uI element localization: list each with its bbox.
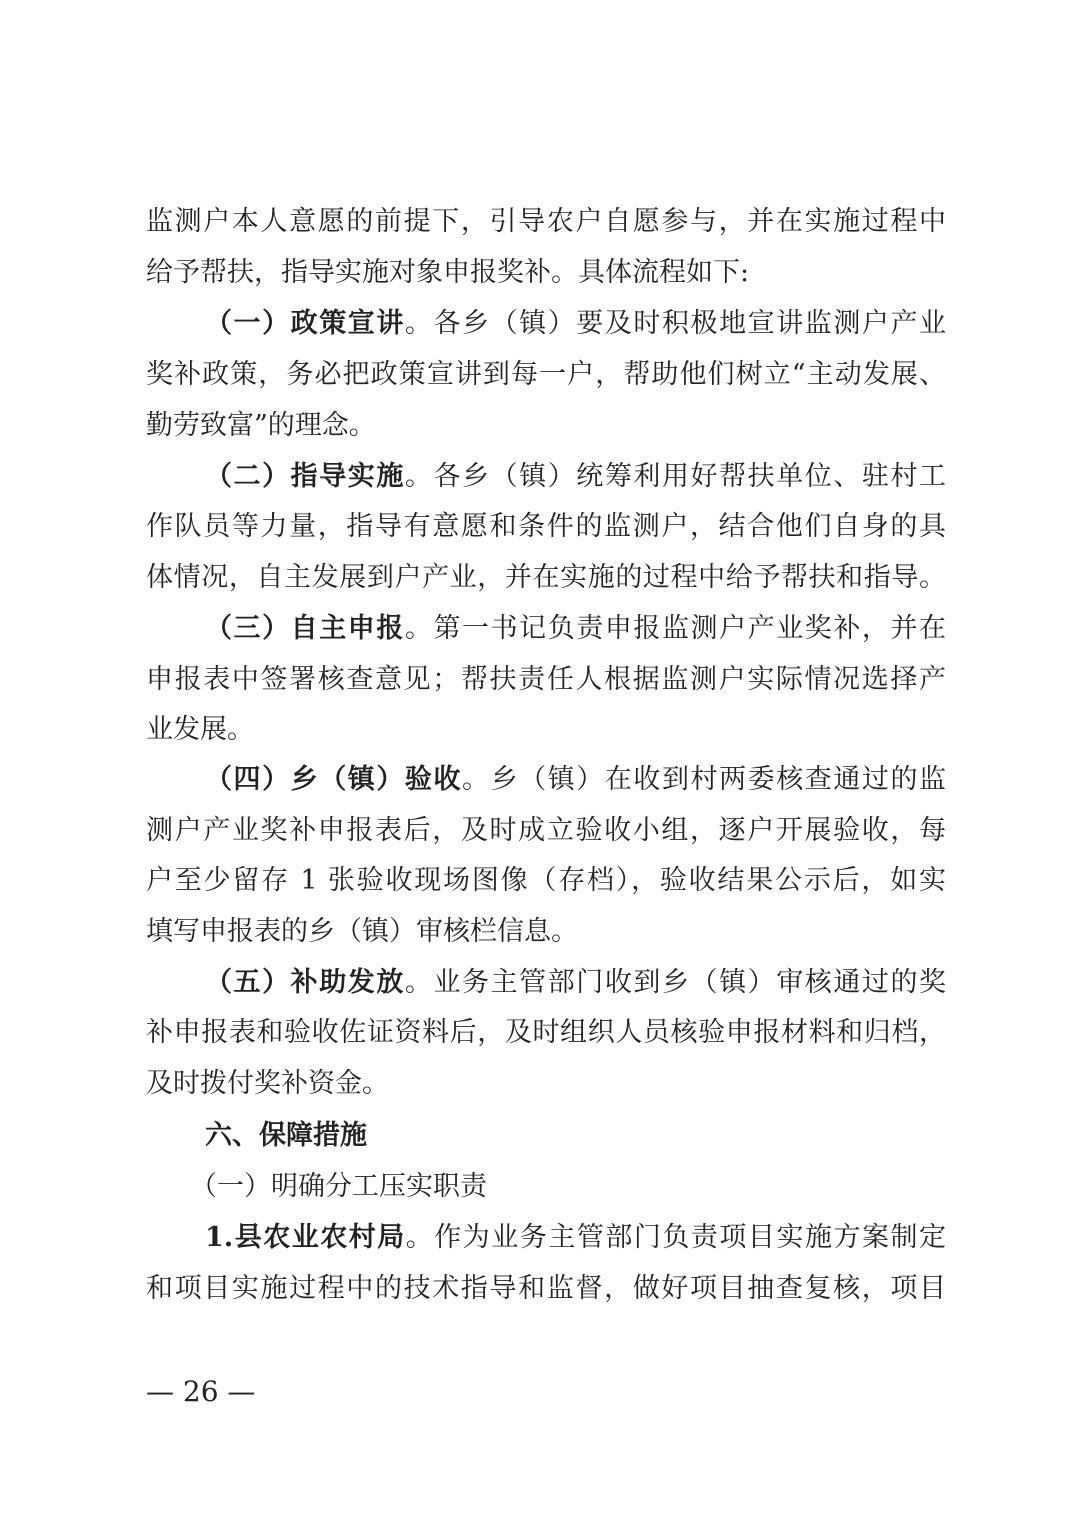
body-line xyxy=(146,814,946,848)
body-line xyxy=(146,864,946,898)
page-number: — 26 — xyxy=(146,1375,256,1408)
body-line xyxy=(146,510,946,544)
body-line xyxy=(146,713,946,747)
line-text: 。各乡（镇）要及时积极地宣讲监测户产业 xyxy=(404,308,947,339)
body-line xyxy=(146,561,946,595)
line-text: 测户产业奖补申报表后，及时成立验收小组，逐户开展验收，每 xyxy=(146,815,946,846)
line-text: 作队员等力量，指导有意愿和条件的监测户，结合他们自身的具 xyxy=(146,511,946,542)
body-line xyxy=(146,1016,946,1050)
subsection-title: （一）明确分工压实职责 xyxy=(190,1171,487,1202)
section-title: 六、保障措施 xyxy=(205,1120,367,1151)
line-text: 申报表中签署核查意见；帮扶责任人根据监测户实际情况选择产 xyxy=(146,664,946,695)
step-title: （四）乡（镇）验收 xyxy=(205,764,463,795)
line-text: 。各乡（镇）统筹利用好帮扶单位、驻村工 xyxy=(404,461,947,492)
step-title: （五）补助发放 xyxy=(205,967,405,998)
body-line xyxy=(146,1272,946,1306)
line-text: 和项目实施过程中的技术指导和监督，做好项目抽查复核，项目 xyxy=(146,1273,946,1304)
step-title: （一）政策宣讲 xyxy=(205,308,405,339)
section-heading xyxy=(205,1119,946,1153)
line-text: 业发展。 xyxy=(146,714,254,745)
step-heading-line xyxy=(205,460,946,494)
step-heading-line xyxy=(205,612,946,646)
item-title: 1.县农业农村局 xyxy=(205,1222,406,1253)
line-text: 及时拨付奖补资金。 xyxy=(146,1068,389,1099)
step-heading-line xyxy=(205,763,946,797)
step-title: （二）指导实施 xyxy=(205,461,405,492)
step-heading-line xyxy=(205,966,946,1000)
line-text: 填写申报表的乡（镇）审核栏信息。 xyxy=(146,916,578,947)
line-text: 勤劳致富”的理念。 xyxy=(146,410,376,441)
line-text: 监测户本人意愿的前提下，引导农户自愿参与，并在实施过程中 xyxy=(146,206,946,237)
line-text: 给予帮扶，指导实施对象申报奖补。具体流程如下: xyxy=(146,257,750,288)
line-text: 。作为业务主管部门负责项目实施方案制定 xyxy=(405,1222,947,1253)
body-line xyxy=(146,663,946,697)
body-line xyxy=(146,409,946,443)
body-line xyxy=(146,915,946,949)
body-line xyxy=(146,205,946,239)
step-heading-line xyxy=(205,307,946,341)
line-text: 补申报表和验收佐证资料后，及时组织人员核验申报材料和归档， xyxy=(146,1017,946,1048)
step-title: （三）自主申报 xyxy=(205,613,405,644)
body-line xyxy=(146,256,946,290)
body-line xyxy=(146,358,946,392)
body-line xyxy=(146,1067,946,1101)
line-text: 。业务主管部门收到乡（镇）审核通过的奖 xyxy=(404,967,947,998)
line-text: 。乡（镇）在收到村两委核查通过的监 xyxy=(462,764,947,795)
subsection-heading xyxy=(190,1170,931,1204)
line-text: 体情况，自主发展到户产业，并在实施的过程中给予帮扶和指导。 xyxy=(146,562,946,593)
line-text: 。第一书记负责申报监测户产业奖补，并在 xyxy=(404,613,947,644)
item-heading-line xyxy=(205,1221,946,1255)
line-text: 户至少留存 1 张验收现场图像（存档），验收结果公示后，如实 xyxy=(146,865,946,896)
line-text: 奖补政策，务必把政策宣讲到每一户，帮助他们树立“主动发展、 xyxy=(146,359,946,390)
